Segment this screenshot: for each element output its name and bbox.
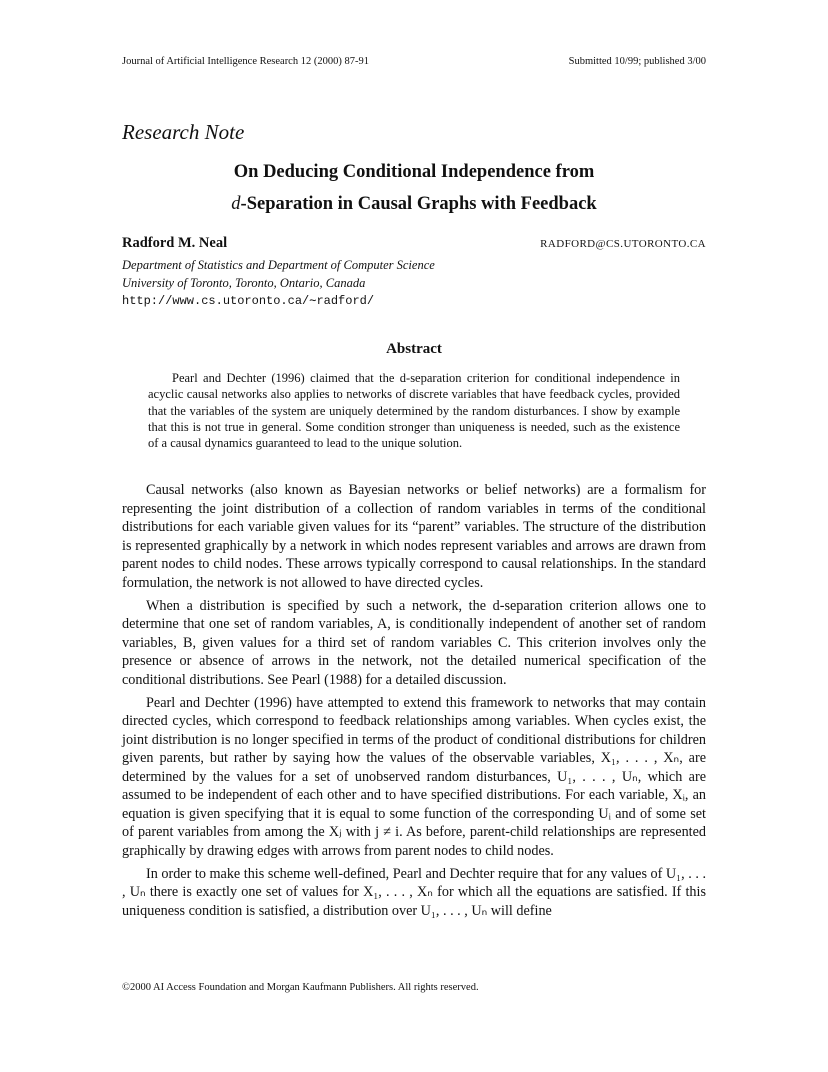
- paragraph-3: Pearl and Dechter (1996) have attempted to extend this framework to networks that may contain directed cycles, which correspond to feedback relationships among variables. When cycles exist, the joint distribution is no longer specified in terms of the product of conditional distributions for children given parents, but rather by saying how the values of the observable variables, X₁, . . . , Xₙ, are determined by the values for a set of unobserved random disturbances, U₁, . . . , Uₙ, which are assumed to be independent of each other and to have specified distributions. For each variable, Xᵢ, an equation is given specifying that it is equal to some function of the corresponding Uᵢ and of some set of parent variables from among the Xⱼ with j ≠ i. As before, parent-child relationships are represented graphically by drawing edges with arrows from parent nodes to child nodes.: [122, 694, 706, 859]
- journal-header: Journal of Artificial Intelligence Research 12 (2000) 87-91: [122, 56, 369, 67]
- title-line-2: [0, 188, 828, 220]
- paragraph-4: In order to make this scheme well-defined, Pearl and Dechter require that for any values of U₁, . . . , Uₙ there is exactly one set of values for X₁, . . . , Xₙ for which all the equations are satisfied. If this uniqueness condition is satisfied, a distribution over U₁, . . . , Uₙ will define: [122, 865, 706, 919]
- department: Department of Statistics and Department of Computer Science: [122, 258, 435, 272]
- paper-title: [0, 156, 828, 220]
- author-email[interactable]: RADFORD@CS.UTORONTO.CA: [540, 238, 706, 250]
- title-line-1: On Deducing Conditional Independence from: [233, 162, 595, 182]
- body-text: [122, 481, 706, 925]
- title-d-italic: d: [231, 194, 241, 214]
- abstract-heading: Abstract: [386, 341, 442, 357]
- author-url[interactable]: http://www.cs.utoronto.ca/∼radford/: [122, 294, 375, 308]
- paragraph-1: Causal networks (also known as Bayesian networks or belief networks) are a formalism for representing the joint distribution of a collection of random variables in terms of the conditional distributions for each variable given values for its “parent” variables. The structure of the distribution is represented graphically by a network in which nodes represent variables and arrows are drawn from parent nodes to child nodes. These arrows typically correspond to causal relationships. In the standard formulation, the network is not allowed to have directed cycles.: [122, 482, 706, 591]
- copyright-footer: ©2000 AI Access Foundation and Morgan Kaufmann Publishers. All rights reserved.: [122, 982, 479, 993]
- paragraph-2: When a distribution is specified by such a network, the d-separation criterion allows one to determine that one set of random variables, A, is conditionally independent of another set of random variables, B, given values for a third set of random variables C. This criterion involves only the presence or absence of arrows in the network, not the detailed numerical specification of the conditional distributions. See Pearl (1988) for a detailed discussion.: [122, 597, 706, 688]
- university: University of Toronto, Toronto, Ontario, Canada: [122, 276, 366, 290]
- title-line-2-rest: -Separation in Causal Graphs with Feedback: [240, 194, 597, 214]
- author-affiliation: [122, 256, 435, 292]
- submission-dates: Submitted 10/99; published 3/00: [568, 56, 706, 67]
- author-name: Radford M. Neal: [122, 235, 228, 251]
- note-type: Research Note: [122, 120, 245, 144]
- abstract-text: Pearl and Dechter (1996) claimed that the d-separation criterion for conditional independence in acyclic causal networks also applies to networks of discrete variables that have feedback cycles, provided that the variables of the system are uniquely determined by the random disturbances. I show by example that this is not true in general. Some condition stronger than uniqueness is needed, such as the existence of a causal dynamics guaranteed to lead to the unique solution.: [148, 371, 680, 451]
